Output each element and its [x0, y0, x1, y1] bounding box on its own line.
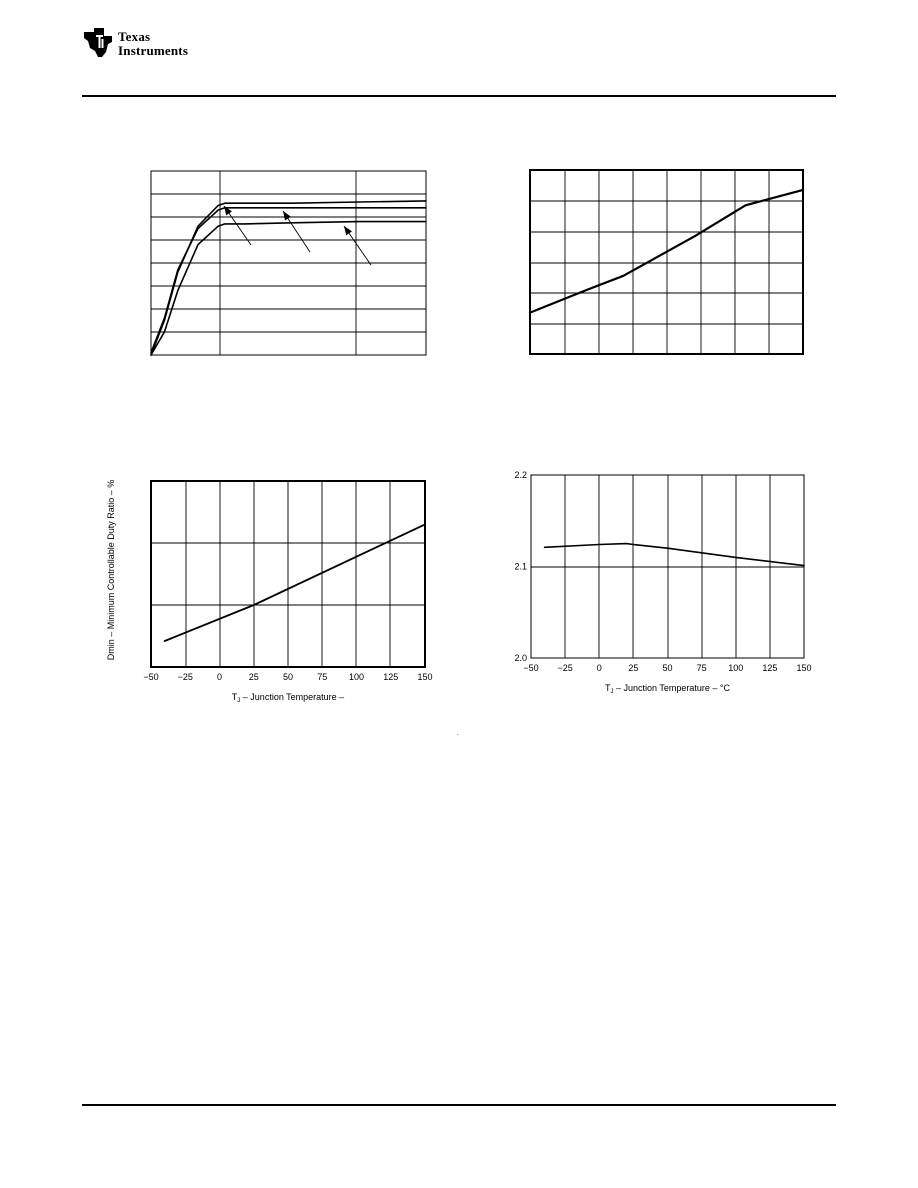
- footer-rule: [82, 1104, 836, 1106]
- annotation-arrowhead: [344, 226, 352, 235]
- x-tick-label: 150: [417, 672, 433, 682]
- y-tick-label: 2.1: [514, 561, 527, 572]
- logo-text-line-1: Texas: [118, 29, 151, 44]
- x-tick-label: 50: [282, 672, 294, 682]
- x-tick-label: 75: [696, 663, 707, 673]
- page-dot: .: [457, 731, 459, 737]
- x-tick-label: 150: [796, 663, 812, 673]
- y-tick-label: 2.0: [514, 653, 527, 663]
- x-axis-label: $T_J$ – Junction Temperature –: [231, 692, 345, 704]
- chart-4-frame: [531, 475, 804, 658]
- x-tick-label: 0: [596, 663, 602, 673]
- chart-2-frame: [530, 170, 803, 354]
- x-tick-label: 25: [628, 663, 639, 673]
- chart-3: [106, 480, 433, 704]
- x-tick-label: 100: [728, 663, 744, 673]
- x-tick-label: 100: [348, 672, 365, 682]
- x-tick-label: 0: [216, 672, 223, 682]
- annotation-arrowhead: [283, 211, 291, 220]
- x-tick-label: −25: [177, 672, 193, 682]
- x-tick-label: 125: [762, 663, 778, 673]
- x-tick-label: 125: [383, 672, 399, 682]
- chart-2: [530, 170, 803, 354]
- chart-4: [514, 470, 811, 695]
- series-line-1: [165, 524, 425, 641]
- series-line-2: [151, 208, 426, 353]
- chart-1: [151, 171, 426, 355]
- x-tick-label: 25: [248, 672, 259, 682]
- series-line-1: [530, 190, 803, 313]
- x-tick-label: −25: [557, 663, 573, 673]
- x-tick-label: −50: [143, 672, 159, 682]
- x-axis-label: $T_J$ – Junction Temperature – °C: [605, 683, 730, 695]
- logo-text-line-2: Instruments: [118, 43, 189, 58]
- y-tick-label: 2.2: [514, 470, 527, 480]
- series-line-1: [545, 544, 804, 566]
- x-tick-label: 50: [662, 663, 673, 673]
- x-tick-label: 75: [317, 672, 328, 682]
- x-tick-label: −50: [523, 663, 539, 673]
- y-axis-label: Dmin – Minimum Controllable Duty Ratio – %: [106, 479, 116, 661]
